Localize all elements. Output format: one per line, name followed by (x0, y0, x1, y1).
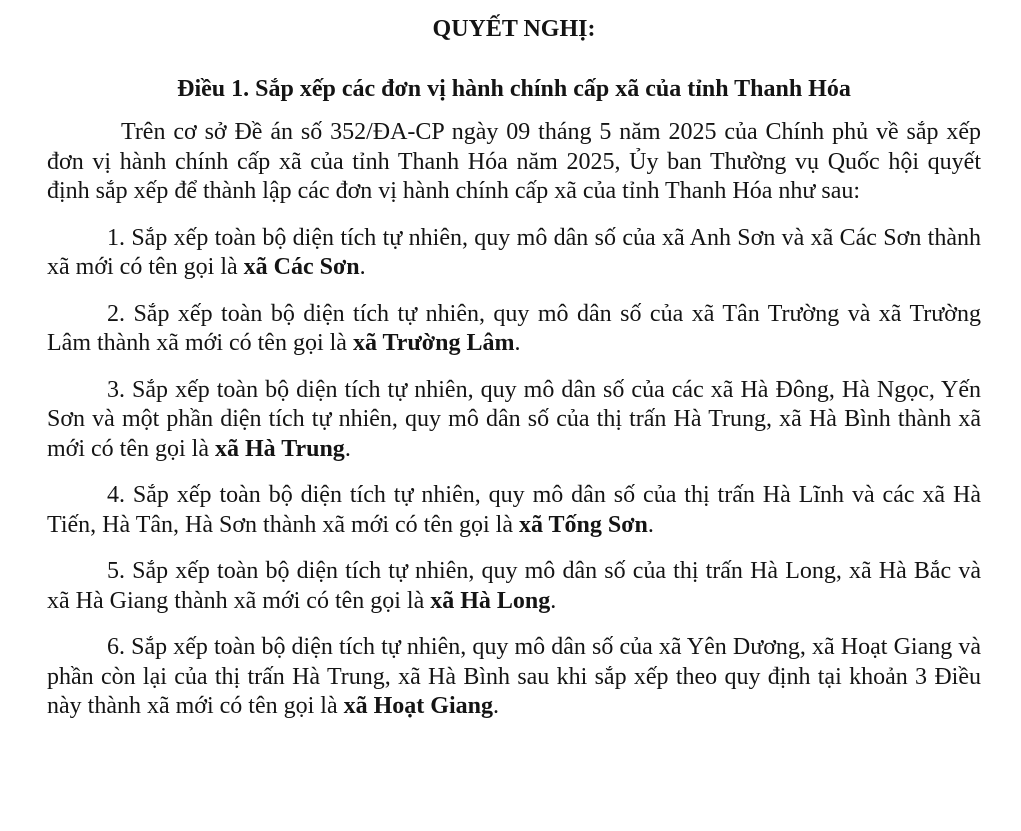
item-end: . (647, 511, 654, 538)
item-paragraph-4 (47, 481, 981, 540)
item-text: 2. Sắp xếp toàn bộ diện tích tự nhiên, quy mô dân số của xã Tân Trường và xã Trường Lâm thành xã mới có tên gọi là (47, 300, 981, 356)
item-end: . (492, 693, 499, 719)
intro-paragraph: Trên cơ sở Đề án số 352/ĐA-CP ngày 09 tháng 5 năm 2025 của Chính phủ về sắp xếp đơn vị hành chính cấp xã của tỉnh Thanh Hóa năm 2025, Ủy ban Thường vụ Quốc hội quyết định sắp xếp để thành lập các đơn vị hành chính cấp xã của tỉnh Thanh Hóa như sau: (47, 119, 981, 204)
new-commune-name: xã Hà Trung (215, 435, 345, 462)
new-commune-name: xã Tống Sơn (518, 511, 648, 538)
item-paragraph-3 (47, 376, 981, 465)
item-text: 6. Sắp xếp toàn bộ diện tích tự nhiên, quy mô dân số của xã Yên Dương, xã Hoạt Giang và phần còn lại của thị trấn Hà Trung, xã Hà Bình sau khi sắp xếp theo quy định tại khoản 3 Điều này thành xã mới có tên gọi là (47, 634, 981, 719)
item-text: 5. Sắp xếp toàn bộ diện tích tự nhiên, quy mô dân số của thị trấn Hà Long, xã Hà Bắc và xã Hà Giang thành xã mới có tên gọi là (47, 558, 981, 614)
item-paragraph-6 (47, 633, 981, 722)
new-commune-name: xã Các Sơn (243, 254, 360, 280)
item-end: . (359, 254, 366, 280)
item-paragraph-2 (47, 300, 981, 359)
item-end: . (344, 435, 351, 462)
article-1-title: Điều 1. Sắp xếp các đơn vị hành chính cấp xã của tỉnh Thanh Hóa (177, 76, 851, 102)
new-commune-name: xã Hà Long (430, 587, 551, 614)
item-end: . (550, 587, 557, 614)
resolution-heading: QUYẾT NGHỊ: (432, 16, 596, 42)
item-end: . (514, 330, 521, 356)
new-commune-name: xã Trường Lâm (352, 330, 515, 356)
item-text: 3. Sắp xếp toàn bộ diện tích tự nhiên, quy mô dân số của các xã Hà Đông, Hà Ngọc, Yến Sơn và một phần diện tích tự nhiên, quy mô dân số của thị trấn Hà Trung, xã Hà Bình thành xã mới có tên gọi là (47, 376, 981, 462)
new-commune-name: xã Hoạt Giang (343, 693, 493, 719)
item-paragraph-1 (47, 224, 981, 283)
item-text: 1. Sắp xếp toàn bộ diện tích tự nhiên, quy mô dân số của xã Anh Sơn và xã Các Sơn thành xã mới có tên gọi là (47, 224, 981, 280)
item-text: 4. Sắp xếp toàn bộ diện tích tự nhiên, quy mô dân số của thị trấn Hà Lĩnh và các xã Hà Tiến, Hà Tân, Hà Sơn thành xã mới có tên gọi là (47, 482, 981, 538)
item-paragraph-5 (47, 557, 981, 616)
